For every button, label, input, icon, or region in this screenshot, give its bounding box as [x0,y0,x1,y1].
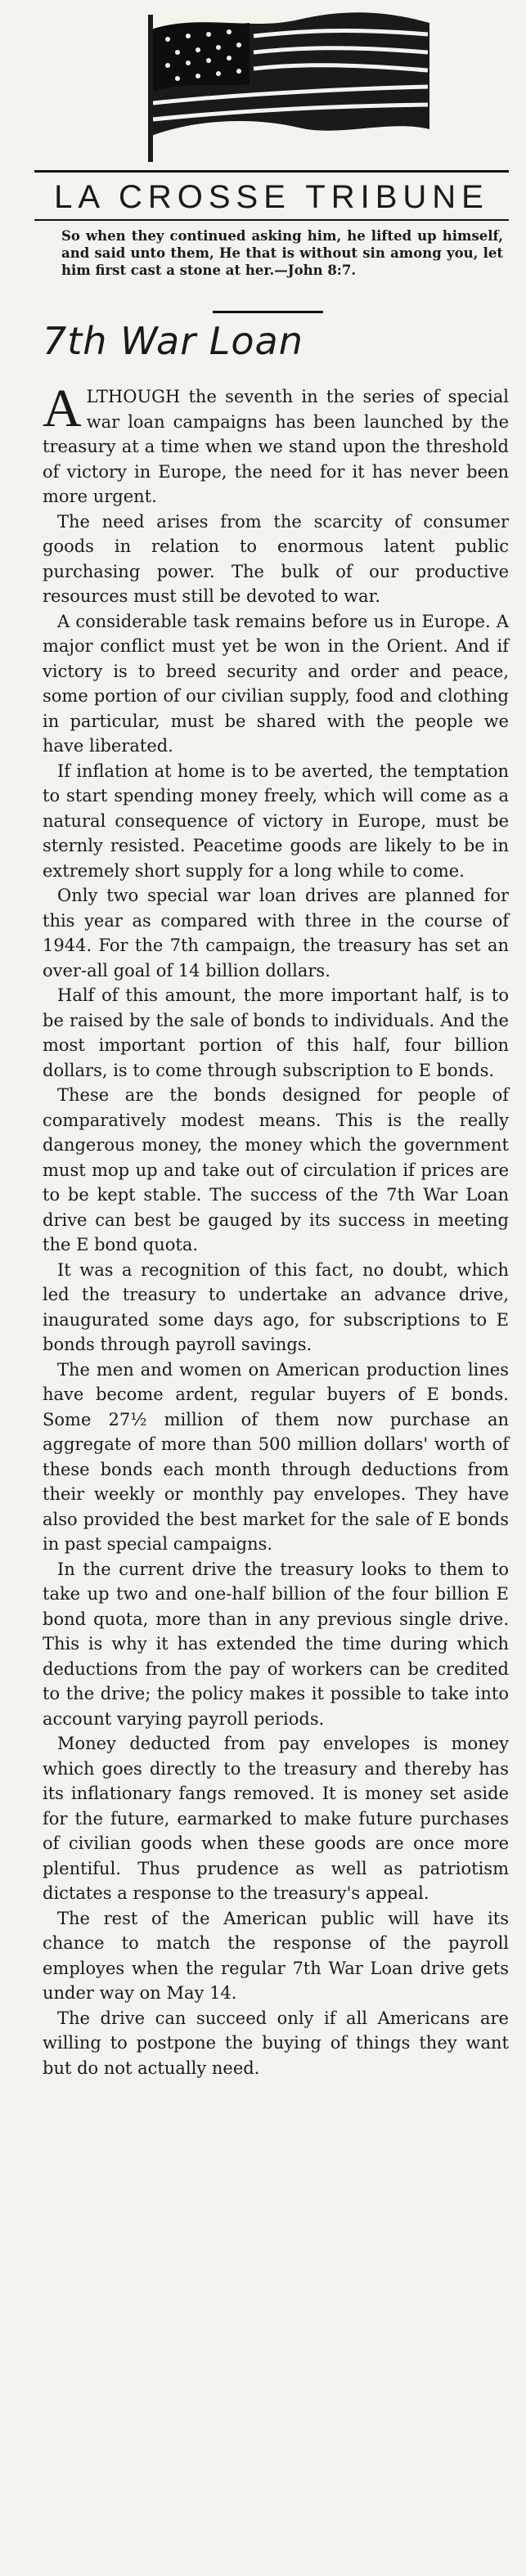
paragraph: The drive can succeed only if all Americans are willing to postpone the buying of things they want but do not actually need. [43,2008,509,2078]
paragraph: Money deducted from pay envelopes is money which goes directly to the treasury and thereby has its inflationary fangs removed. It is money set aside for the future, earmarked to make future purchases of civilian goods when these goods are once more plentiful. Thus prudence as well as patriotism dictates a response to the treasury's appeal. [43,1734,509,1903]
masthead [34,170,509,221]
paragraph: If inflation at home is to be averted, the temptation to start spending money freely, which will come as a natural consequence of victory in Europe, must be sternly resisted. Peacetime goods are likely to be in extremely short supply for a long while to come. [43,761,509,881]
paragraph: In the current drive the treasury looks to them to take up two and one-half billion of the four billion E bond quota, more than in any previous single drive. This is why it has extended the time during which deductions from the pay of workers can be credited to the drive; the policy makes it possible to take into account varying payroll periods. [43,1559,509,1729]
paragraph: The rest of the American public will have its chance to match the response of the payroll employes when the regular 7th War Loan drive gets under way on May 14. [43,1908,509,2003]
paragraph: Only two special war loan drives are planned for this year as compared with three in the course of 1944. For the 7th campaign, the treasury has set an over-all goal of 14 billion dollars. [43,886,509,981]
paragraph: Half of this amount, the more important half, is to be raised by the sale of bonds to individuals. And the most important portion of this half, four billion dollars, is to come through subscription to E bonds. [43,985,509,1080]
editorial-body [43,379,509,2080]
paragraph: A considerable task remains before us in Europe. A major conflict must yet be won in the Orient. And if victory is to breed security and order and peace, some portion of our civilian supply, food and clothing in particular, must be shared with the people we have liberated. [43,611,509,756]
masthead-rule [34,219,509,221]
paragraph: It was a recognition of this fact, no doubt, which led the treasury to undertake an advance drive, inaugurated some days ago, for subscriptions to E bonds through payroll savings. [43,1259,509,1354]
american-flag-icon [143,7,438,162]
paragraph: ALTHOUGH the seventh in the series of special war loan campaigns has been launched by the treasury at a time when we stand upon the threshold of victory in Europe, the need for it has never been more urgent. [43,379,509,506]
newspaper-title: LA CROSSE TRIBUNE [54,179,489,215]
scripture-quote: So when they continued asking him, he lifted up himself, and said unto them, He that is without sin among you, let him first cast a stone at her.—John 8:7. [61,228,503,278]
paragraph: The need arises from the scarcity of consumer goods in relation to enormous latent public purchasing power. The bulk of our productive resources must still be devoted to war. [43,511,509,606]
paragraph: These are the bonds designed for people of comparatively modest means. This is the really dangerous money, the money which the government must mop up and take out of circulation if prices are to be kept stable. The success of the 7th War Loan drive can best be gauged by its success in meeting the E bond quota. [43,1085,509,1254]
paragraph: The men and women on American production lines have become ardent, regular buyers of E bonds. Some 27½ million of them now purchase an aggregate of more than 500 million dollars' worth of these bonds each month through deductions from their weekly or monthly pay envelopes. They have also provided the best market for the sale of E bonds in past special campaigns. [43,1359,509,1554]
editorial-headline: 7th War Loan [43,319,303,363]
drop-cap: A [43,379,82,438]
divider-rule [213,311,323,313]
